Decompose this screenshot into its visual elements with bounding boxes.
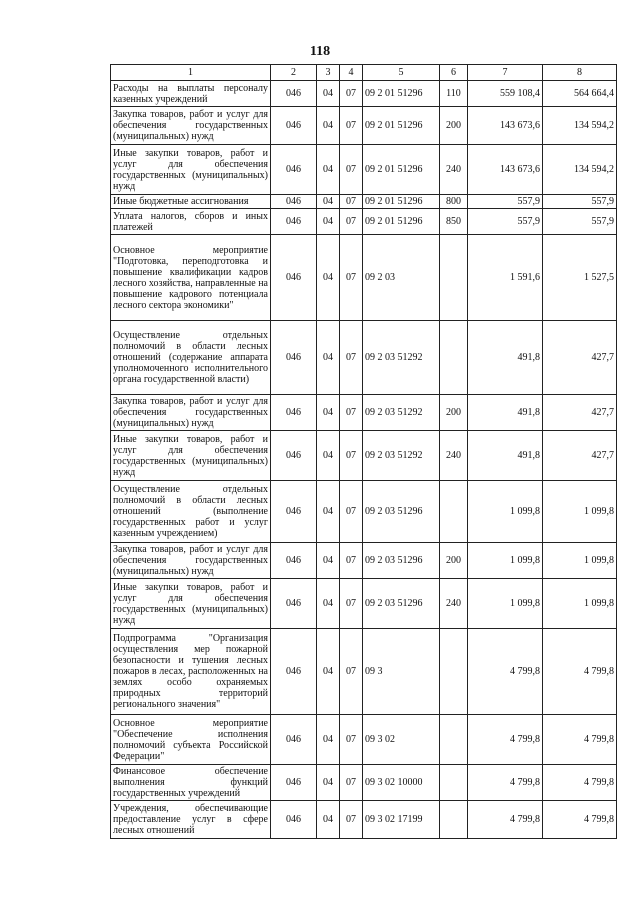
row-expense-type-cell bbox=[440, 321, 468, 395]
row-target-article-cell: 09 3 bbox=[363, 629, 440, 715]
row-name-cell: Закупка товаров, работ и услуг для обеспечения государственных (муниципальных) нужд bbox=[111, 107, 271, 145]
table-row bbox=[111, 715, 617, 765]
row-expense-type-cell: 800 bbox=[440, 195, 468, 209]
row-section-cell: 04 bbox=[317, 765, 340, 801]
row-amount-year1-cell: 1 099,8 bbox=[468, 481, 543, 543]
row-section-cell: 04 bbox=[317, 715, 340, 765]
row-code-cell: 046 bbox=[271, 209, 317, 235]
table-row bbox=[111, 321, 617, 395]
row-subsection-cell: 07 bbox=[340, 107, 363, 145]
row-subsection-cell: 07 bbox=[340, 209, 363, 235]
row-section-cell: 04 bbox=[317, 543, 340, 579]
row-amount-year2-cell: 134 594,2 bbox=[543, 145, 617, 195]
table-row bbox=[111, 235, 617, 321]
row-name-cell: Финансовое обеспечение выполнения функций государственных учреждений bbox=[111, 765, 271, 801]
row-expense-type-cell: 200 bbox=[440, 395, 468, 431]
row-subsection-cell: 07 bbox=[340, 195, 363, 209]
row-expense-type-cell bbox=[440, 801, 468, 839]
row-amount-year2-cell: 4 799,8 bbox=[543, 801, 617, 839]
header-cell-2: 2 bbox=[271, 65, 317, 81]
table-row bbox=[111, 629, 617, 715]
table-row bbox=[111, 195, 617, 209]
row-amount-year2-cell: 4 799,8 bbox=[543, 629, 617, 715]
row-amount-year1-cell: 4 799,8 bbox=[468, 765, 543, 801]
row-target-article-cell: 09 2 03 bbox=[363, 235, 440, 321]
row-amount-year1-cell: 143 673,6 bbox=[468, 145, 543, 195]
row-name-cell: Основное мероприятие "Обеспечение исполнения полномочий субъекта Российской Федерации" bbox=[111, 715, 271, 765]
table-row bbox=[111, 107, 617, 145]
row-subsection-cell: 07 bbox=[340, 629, 363, 715]
row-code-cell: 046 bbox=[271, 431, 317, 481]
table-row bbox=[111, 579, 617, 629]
row-amount-year1-cell: 559 108,4 bbox=[468, 81, 543, 107]
row-section-cell: 04 bbox=[317, 209, 340, 235]
table-row bbox=[111, 145, 617, 195]
row-section-cell: 04 bbox=[317, 81, 340, 107]
row-subsection-cell: 07 bbox=[340, 765, 363, 801]
row-section-cell: 04 bbox=[317, 107, 340, 145]
row-name-cell: Иные закупки товаров, работ и услуг для обеспечения государственных (муниципальных) нужд bbox=[111, 145, 271, 195]
row-amount-year2-cell: 564 664,4 bbox=[543, 81, 617, 107]
row-section-cell: 04 bbox=[317, 579, 340, 629]
row-target-article-cell: 09 2 01 51296 bbox=[363, 195, 440, 209]
row-name-cell: Закупка товаров, работ и услуг для обеспечения государственных (муниципальных) нужд bbox=[111, 395, 271, 431]
row-amount-year2-cell: 1 527,5 bbox=[543, 235, 617, 321]
row-code-cell: 046 bbox=[271, 81, 317, 107]
row-amount-year2-cell: 427,7 bbox=[543, 431, 617, 481]
row-section-cell: 04 bbox=[317, 431, 340, 481]
table-row bbox=[111, 81, 617, 107]
header-cell-7: 7 bbox=[468, 65, 543, 81]
row-code-cell: 046 bbox=[271, 765, 317, 801]
row-name-cell: Иные закупки товаров, работ и услуг для обеспечения государственных (муниципальных) нужд bbox=[111, 579, 271, 629]
table-row bbox=[111, 209, 617, 235]
row-code-cell: 046 bbox=[271, 107, 317, 145]
row-amount-year2-cell: 1 099,8 bbox=[543, 579, 617, 629]
row-target-article-cell: 09 2 03 51296 bbox=[363, 579, 440, 629]
row-subsection-cell: 07 bbox=[340, 715, 363, 765]
table-header-row bbox=[111, 65, 617, 81]
row-section-cell: 04 bbox=[317, 321, 340, 395]
row-amount-year1-cell: 557,9 bbox=[468, 195, 543, 209]
row-section-cell: 04 bbox=[317, 145, 340, 195]
page-number: 118 bbox=[309, 44, 331, 59]
row-expense-type-cell bbox=[440, 235, 468, 321]
row-amount-year2-cell: 557,9 bbox=[543, 209, 617, 235]
row-amount-year1-cell: 491,8 bbox=[468, 395, 543, 431]
row-name-cell: Осуществление отдельных полномочий в области лесных отношений (содержание аппарата уполномоченного исполнительного органа государственной власти) bbox=[111, 321, 271, 395]
table-row bbox=[111, 801, 617, 839]
row-target-article-cell: 09 2 01 51296 bbox=[363, 145, 440, 195]
header-cell-5: 5 bbox=[363, 65, 440, 81]
row-expense-type-cell: 850 bbox=[440, 209, 468, 235]
row-name-cell: Закупка товаров, работ и услуг для обеспечения государственных (муниципальных) нужд bbox=[111, 543, 271, 579]
row-name-cell: Учреждения, обеспечивающие предоставление услуг в сфере лесных отношений bbox=[111, 801, 271, 839]
row-amount-year1-cell: 1 099,8 bbox=[468, 579, 543, 629]
header-cell-4: 4 bbox=[340, 65, 363, 81]
row-expense-type-cell bbox=[440, 715, 468, 765]
row-subsection-cell: 07 bbox=[340, 395, 363, 431]
table-row bbox=[111, 765, 617, 801]
row-subsection-cell: 07 bbox=[340, 235, 363, 321]
row-expense-type-cell: 110 bbox=[440, 81, 468, 107]
row-amount-year2-cell: 427,7 bbox=[543, 395, 617, 431]
row-section-cell: 04 bbox=[317, 801, 340, 839]
row-subsection-cell: 07 bbox=[340, 321, 363, 395]
row-subsection-cell: 07 bbox=[340, 481, 363, 543]
budget-table bbox=[110, 64, 617, 839]
row-amount-year2-cell: 427,7 bbox=[543, 321, 617, 395]
row-amount-year1-cell: 1 591,6 bbox=[468, 235, 543, 321]
row-name-cell: Осуществление отдельных полномочий в области лесных отношений (выполнение государственных работ и услуг казенным учреждением) bbox=[111, 481, 271, 543]
row-code-cell: 046 bbox=[271, 235, 317, 321]
header-cell-8: 8 bbox=[543, 65, 617, 81]
row-code-cell: 046 bbox=[271, 481, 317, 543]
row-section-cell: 04 bbox=[317, 195, 340, 209]
row-amount-year1-cell: 4 799,8 bbox=[468, 629, 543, 715]
row-target-article-cell: 09 2 01 51296 bbox=[363, 209, 440, 235]
row-amount-year2-cell: 557,9 bbox=[543, 195, 617, 209]
header-cell-6: 6 bbox=[440, 65, 468, 81]
row-amount-year2-cell: 4 799,8 bbox=[543, 765, 617, 801]
row-expense-type-cell: 240 bbox=[440, 431, 468, 481]
row-name-cell: Подпрограмма "Организация осуществления мер пожарной безопасности и тушения лесных пожаров в лесах, расположенных на землях особо охраняемых природных территорий регионального значения" bbox=[111, 629, 271, 715]
table-row bbox=[111, 481, 617, 543]
row-amount-year1-cell: 143 673,6 bbox=[468, 107, 543, 145]
row-target-article-cell: 09 2 03 51292 bbox=[363, 395, 440, 431]
row-target-article-cell: 09 3 02 bbox=[363, 715, 440, 765]
row-amount-year1-cell: 1 099,8 bbox=[468, 543, 543, 579]
row-subsection-cell: 07 bbox=[340, 81, 363, 107]
row-name-cell: Основное мероприятие "Подготовка, переподготовка и повышение квалификации кадров лесного хозяйства, направленные на повышение кадрового потенциала лесного сектора экономики" bbox=[111, 235, 271, 321]
row-amount-year2-cell: 1 099,8 bbox=[543, 481, 617, 543]
row-amount-year2-cell: 1 099,8 bbox=[543, 543, 617, 579]
row-section-cell: 04 bbox=[317, 481, 340, 543]
row-target-article-cell: 09 2 03 51292 bbox=[363, 321, 440, 395]
row-amount-year1-cell: 4 799,8 bbox=[468, 715, 543, 765]
row-expense-type-cell: 200 bbox=[440, 543, 468, 579]
row-amount-year2-cell: 4 799,8 bbox=[543, 715, 617, 765]
row-section-cell: 04 bbox=[317, 395, 340, 431]
row-name-cell: Иные закупки товаров, работ и услуг для обеспечения государственных (муниципальных) нужд bbox=[111, 431, 271, 481]
row-code-cell: 046 bbox=[271, 145, 317, 195]
row-code-cell: 046 bbox=[271, 629, 317, 715]
row-target-article-cell: 09 2 01 51296 bbox=[363, 107, 440, 145]
row-subsection-cell: 07 bbox=[340, 579, 363, 629]
row-target-article-cell: 09 3 02 17199 bbox=[363, 801, 440, 839]
row-subsection-cell: 07 bbox=[340, 543, 363, 579]
row-section-cell: 04 bbox=[317, 629, 340, 715]
row-expense-type-cell bbox=[440, 481, 468, 543]
header-cell-1: 1 bbox=[111, 65, 271, 81]
row-target-article-cell: 09 2 03 51296 bbox=[363, 481, 440, 543]
row-target-article-cell: 09 3 02 10000 bbox=[363, 765, 440, 801]
row-name-cell: Расходы на выплаты персоналу казенных учреждений bbox=[111, 81, 271, 107]
row-expense-type-cell: 240 bbox=[440, 145, 468, 195]
row-amount-year1-cell: 557,9 bbox=[468, 209, 543, 235]
table-row bbox=[111, 395, 617, 431]
row-amount-year1-cell: 491,8 bbox=[468, 431, 543, 481]
row-amount-year1-cell: 491,8 bbox=[468, 321, 543, 395]
row-target-article-cell: 09 2 03 51292 bbox=[363, 431, 440, 481]
row-code-cell: 046 bbox=[271, 195, 317, 209]
header-cell-3: 3 bbox=[317, 65, 340, 81]
row-section-cell: 04 bbox=[317, 235, 340, 321]
row-target-article-cell: 09 2 01 51296 bbox=[363, 81, 440, 107]
row-code-cell: 046 bbox=[271, 543, 317, 579]
row-target-article-cell: 09 2 03 51296 bbox=[363, 543, 440, 579]
row-name-cell: Уплата налогов, сборов и иных платежей bbox=[111, 209, 271, 235]
table-row bbox=[111, 543, 617, 579]
row-code-cell: 046 bbox=[271, 801, 317, 839]
row-subsection-cell: 07 bbox=[340, 801, 363, 839]
row-expense-type-cell: 200 bbox=[440, 107, 468, 145]
table-row bbox=[111, 431, 617, 481]
row-code-cell: 046 bbox=[271, 579, 317, 629]
row-code-cell: 046 bbox=[271, 715, 317, 765]
row-subsection-cell: 07 bbox=[340, 145, 363, 195]
row-expense-type-cell bbox=[440, 765, 468, 801]
row-code-cell: 046 bbox=[271, 321, 317, 395]
row-subsection-cell: 07 bbox=[340, 431, 363, 481]
row-amount-year2-cell: 134 594,2 bbox=[543, 107, 617, 145]
row-amount-year1-cell: 4 799,8 bbox=[468, 801, 543, 839]
row-name-cell: Иные бюджетные ассигнования bbox=[111, 195, 271, 209]
row-expense-type-cell bbox=[440, 629, 468, 715]
row-code-cell: 046 bbox=[271, 395, 317, 431]
row-expense-type-cell: 240 bbox=[440, 579, 468, 629]
